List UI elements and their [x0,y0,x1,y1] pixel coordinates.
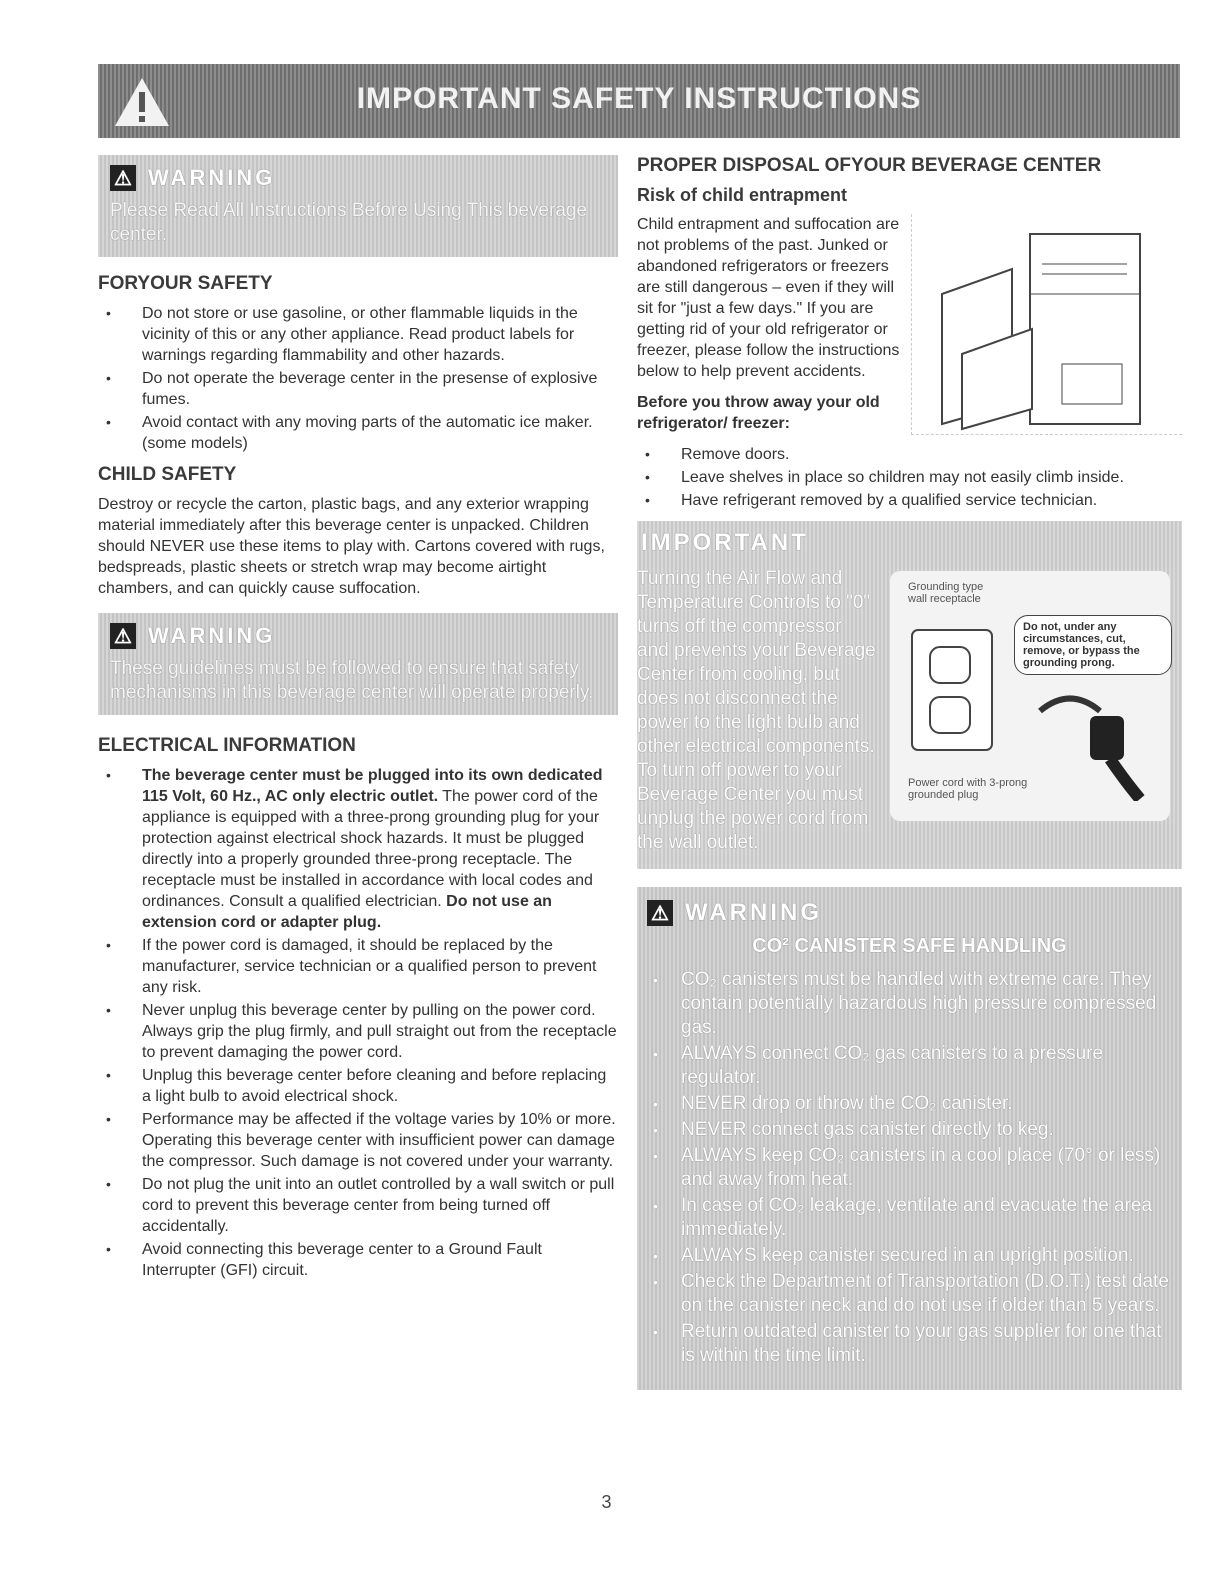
list-item: • Avoid connecting this beverage center to a Ground Fault Interrupter (GFI) circuit. [98,1239,618,1281]
co2-list [647,968,1172,1368]
before-throw-away-heading: Before you throw away your old refrigerator/ freezer: [637,394,880,432]
banner-title: IMPORTANT SAFETY INSTRUCTIONS [356,82,922,115]
electrical-list [98,765,618,1281]
safety-banner [98,64,1180,138]
important-box [637,521,1182,869]
electrical-grounding-text: The power cord of the appliance is equipped with a three-prong grounding plug for your protection against electrical shock hazards. It must be plugged directly into a properly grounded three-prong receptacle. The receptacle must be installed in accordance with local codes and ordinances. Consult a qualified electrician. [142,788,600,910]
important-text: Turning the Air Flow and Temperature Controls to "0" turns off the compressor and prevents your Beverage Center from cooling, but does not disconnect the power to the light bulb and other electrical components. To turn off power to your Beverage Center you must unplug the power cord from the wall outlet. [637,568,876,853]
list-item: • ALWAYS keep CO₂ canisters in a cool place (70° or less) and away from heat. [647,1144,1172,1192]
warning-header [110,165,606,191]
refrigerator-illustration [911,214,1182,435]
disposal-text: Child entrapment and suffocation are not problems of the past. Junked or abandoned refrigerators or freezers are still dangerous – even if they will sit for "just a few days." If you are getting rid of your old refrigerator or freezer, please follow the instructions below to help prevent accidents. [637,216,900,380]
list-item: • Leave shelves in place so children may not easily climb inside. [637,467,1182,488]
list-item: • Unplug this beverage center before cleaning and before replacing a light bulb to avoid electrical shock. [98,1065,618,1107]
warning-text: Please Read All Instructions Before Using This beverage center. [110,200,588,245]
list-item: • CO₂ canisters must be handled with extreme care. They contain potentially hazardous high pressure compressed gas. [647,968,1172,1040]
receptacle-caption: Grounding type wall receptacle [908,581,984,605]
plug-illustration [890,571,1170,821]
wall-outlet-icon [902,625,1012,755]
warning-icon: ⚠ [647,900,673,926]
section-title-proper-disposal: PROPER DISPOSAL OFYOUR BEVERAGE CENTER [637,155,1102,176]
list-item: • Remove doors. [637,444,1182,465]
list-item: • Avoid contact with any moving parts of the automatic ice maker. (some models) [98,412,618,454]
extension-cord-warning: Do not use an extension cord or adapter plug. [142,893,552,931]
warning-box-read-instructions [98,155,618,257]
section-title-electrical-information: ELECTRICAL INFORMATION [98,735,356,756]
list-item: • ALWAYS keep canister secured in an upright position. [647,1244,1172,1268]
power-cord-caption: Power cord with 3-prong grounded plug [908,777,1028,801]
warning-label: WARNING [148,165,276,190]
list-item: • Return outdated canister to your gas supplier for one that is within the time limit. [647,1320,1172,1368]
warning-header [110,623,606,649]
co2-title: CO² CANISTER SAFE HANDLING [752,935,1067,957]
for-your-safety-list [98,303,618,454]
warning-icon: ⚠ [110,623,136,649]
warning-icon: ⚠ [110,165,136,191]
list-item: • Have refrigerant removed by a qualified service technician. [637,490,1182,511]
warning-label: WARNING [685,899,822,926]
warning-text: These guidelines must be followed to ensure that safety mechanisms in this beverage center will operate properly. [110,658,594,703]
disposal-list [637,444,1182,511]
warning-box-guidelines [98,613,618,715]
important-header: IMPORTANT [641,529,809,556]
list-item: • Check the Department of Transportation (D.O.T.) test date on the canister neck and do not use if older than 5 years. [647,1270,1172,1318]
power-plug-icon [1030,681,1150,801]
list-item: • Do not plug the unit into an outlet controlled by a wall switch or pull cord to prevent this beverage center from being turned off accidentally. [98,1174,618,1237]
section-title-for-your-safety: FORYOUR SAFETY [98,273,273,294]
right-column [637,155,1182,1390]
list-item: • ALWAYS connect CO₂ gas canisters to a pressure regulator. [647,1042,1172,1090]
list-item: • If the power cord is damaged, it should be replaced by the manufacturer, service technician or a qualified person to prevent any risk. [98,935,618,998]
list-item: • NEVER connect gas canister directly to keg. [647,1118,1172,1142]
co2-warning-box [637,887,1182,1390]
section-title-child-safety: CHILD SAFETY [98,464,237,485]
disposal-block [637,214,1182,382]
list-item: • In case of CO₂ leakage, ventilate and evacuate the area immediately. [647,1194,1172,1242]
list-item: • Do not store or use gasoline, or other flammable liquids in the vicinity of this or any other appliance. Read product labels for warnings regarding flammability and other hazards. [98,303,618,366]
child-safety-text: Destroy or recycle the carton, plastic bags, and any exterior wrapping material immediately after this beverage center is unpacked. Children should NEVER use these items to play with. Cartons covered with rugs, bedspreads, plastic sheets or stretch wrap may become airtight chambers, and can quickly cause suffocation. [98,496,605,597]
electrical-outlet-requirement: The beverage center must be plugged into its own dedicated 115 Volt, 60 Hz., AC only electric outlet. [142,767,603,805]
list-item: • Do not operate the beverage center in the presense of explosive fumes. [98,368,618,410]
list-item: • Performance may be affected if the voltage varies by 10% or more. Operating this beverage center with insufficient power can damage the compressor. Such damage is not covered under your warranty. [98,1109,618,1172]
warning-label: WARNING [148,623,276,648]
grounding-prong-note: Do not, under any circumstances, cut, remove, or bypass the grounding prong. [1014,615,1172,675]
list-item: • Never unplug this beverage center by pulling on the power cord. Always grip the plug firmly, and pull straight out from the receptacle to prevent damaging the power cord. [98,1000,618,1063]
subtitle-child-entrapment: Risk of child entrapment [637,185,848,205]
list-item [98,765,618,933]
list-item: • NEVER drop or throw the CO₂ canister. [647,1092,1172,1116]
warning-header [647,899,1172,927]
left-column [98,155,618,1291]
page-number: 3 [601,1492,612,1512]
